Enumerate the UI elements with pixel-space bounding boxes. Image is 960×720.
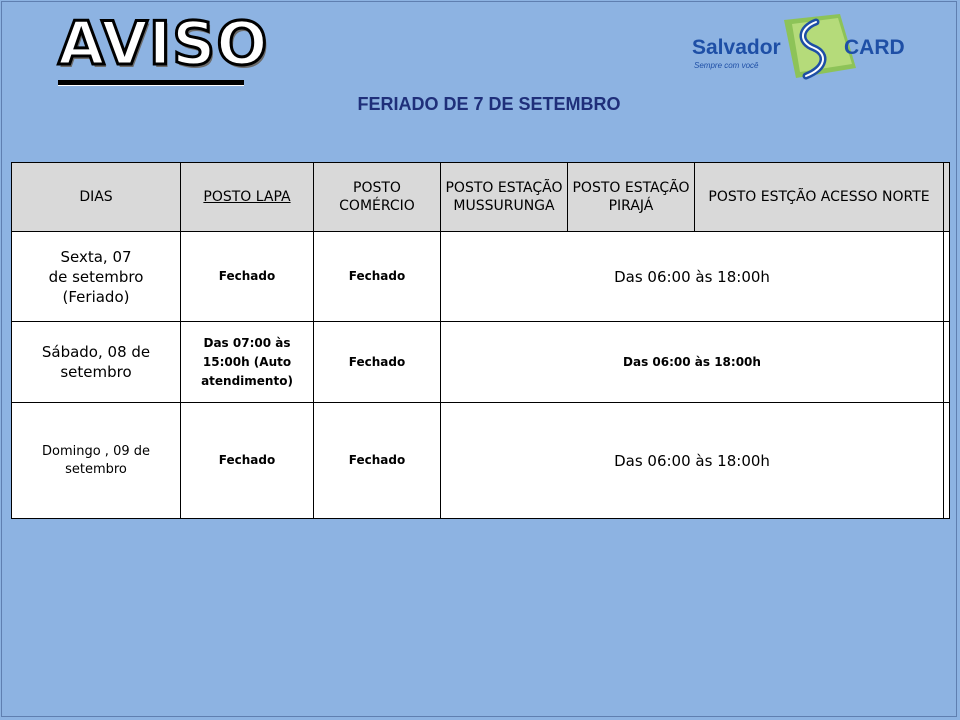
logo-text-salvador: Salvador: [692, 36, 781, 59]
column-header-dias: DIAS: [12, 163, 181, 232]
salvador-card-logo: [688, 10, 918, 94]
table-row: [12, 232, 950, 322]
other-posts-hours-cell: Das 06:00 às 18:00h: [441, 403, 944, 519]
day-text: Sexta, 07: [60, 247, 132, 266]
day-text: Sábado, 08 de: [41, 343, 151, 361]
header-gutter-cell: [944, 163, 950, 232]
column-header-posto-mussurunga: POSTO ESTAÇÃO MUSSURUNGA: [441, 163, 568, 232]
table-row: [12, 403, 950, 519]
day-cell: [12, 403, 181, 519]
day-cell: [12, 322, 181, 403]
column-header-posto-comercio: POSTO COMÉRCIO: [314, 163, 441, 232]
row-gutter-cell: [944, 403, 950, 519]
day-text: setembro: [60, 363, 132, 381]
other-posts-hours-cell: Das 06:00 às 18:00h: [441, 232, 944, 322]
other-posts-hours-cell: Das 06:00 às 18:00h: [441, 322, 944, 403]
table-header-row: [12, 163, 950, 232]
day-text: Domingo , 09 de: [41, 443, 150, 459]
lapa-hours-cell: Fechado: [181, 403, 314, 519]
day-text: de setembro: [48, 267, 144, 286]
logo-text-card: CARD: [844, 36, 905, 59]
page-subtitle: FERIADO DE 7 DE SETEMBRO: [357, 94, 621, 114]
day-note: (Feriado): [62, 287, 130, 306]
row-gutter-cell: [944, 232, 950, 322]
day-cell: [12, 232, 181, 322]
table-row: [12, 322, 950, 403]
title-underline: [58, 80, 244, 86]
schedule-table: [11, 162, 950, 519]
lapa-hours-cell: Das 07:00 às 15:00h (Auto atendimento): [181, 322, 314, 403]
row-gutter-cell: [944, 322, 950, 403]
logo-tagline: Sempre com você: [694, 61, 759, 70]
column-header-posto-acesso-norte: POSTO ESTÇÃO ACESSO NORTE: [695, 163, 944, 232]
day-text: setembro: [65, 461, 127, 477]
logo-graphic: [688, 10, 918, 94]
lapa-hours-cell: Fechado: [181, 232, 314, 322]
page-title: AVISO: [58, 9, 269, 79]
comercio-hours-cell: Fechado: [314, 322, 441, 403]
column-header-posto-piraja: POSTO ESTAÇÃO PIRAJÁ: [568, 163, 695, 232]
comercio-hours-cell: Fechado: [314, 232, 441, 322]
column-header-posto-lapa: POSTO LAPA: [181, 163, 314, 232]
comercio-hours-cell: Fechado: [314, 403, 441, 519]
